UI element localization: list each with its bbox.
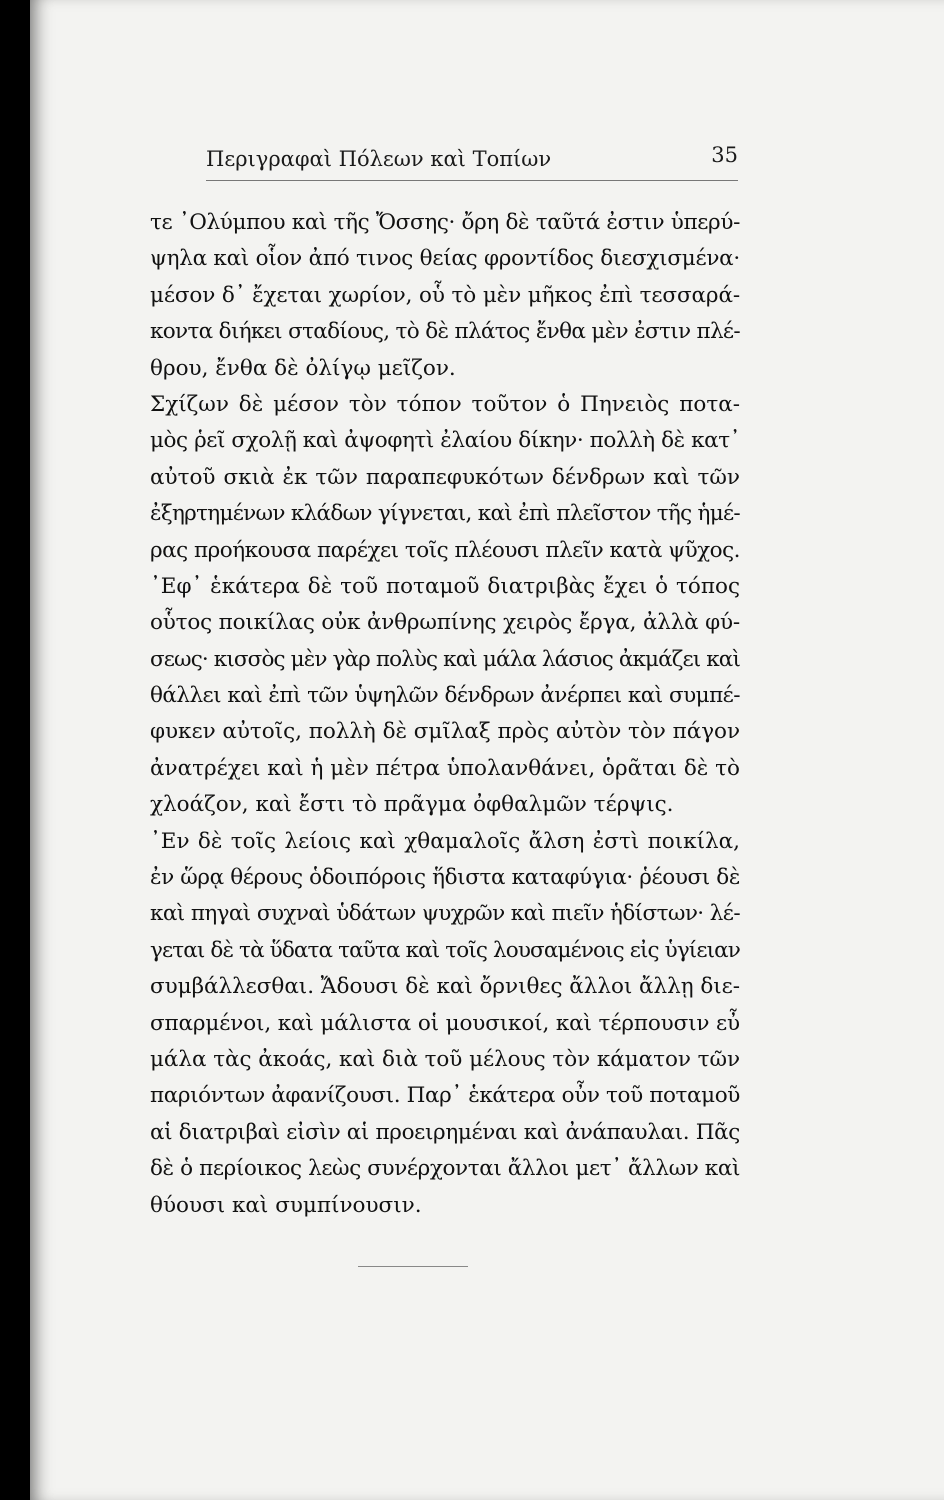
text-line: συμβάλλεσθαι. Ἄδουσι δὲ καὶ ὄρνιθες ἄλλοι ἄλλῃ διε- bbox=[150, 974, 740, 1000]
text-line: κοντα διήκει σταδίους, τὸ δὲ πλάτος ἔνθα μὲν ἐστιν πλέ- bbox=[150, 319, 740, 345]
text-line: δὲ ὁ περίοικος λεὼς συνέρχονται ἄλλοι μετ᾿ ἄλλων καὶ bbox=[150, 1156, 740, 1182]
header-rule bbox=[206, 180, 738, 181]
text-line: σπαρμένοι, καὶ μάλιστα οἱ μουσικοί, καὶ τέρπουσιν εὖ bbox=[150, 1010, 740, 1036]
text-line: ἐξηρτημένων κλάδων γίγνεται, καὶ ἐπὶ πλεῖστον τῆς ἡμέ- bbox=[150, 501, 740, 527]
text-line: αἱ διατριβαὶ εἰσὶν αἱ προειρημέναι καὶ ἀνάπαυλαι. Πᾶς bbox=[150, 1119, 740, 1145]
book-page bbox=[30, 0, 944, 1500]
text-line: θάλλει καὶ ἐπὶ τῶν ὑψηλῶν δένδρων ἀνέρπει καὶ συμπέ- bbox=[150, 683, 740, 709]
text-line: μέσον δ᾿ ἔχεται χωρίον, οὗ τὸ μὲν μῆκος ἐπὶ τεσσαρά- bbox=[150, 282, 740, 308]
text-line: ἀνατρέχει καὶ ἡ μὲν πέτρα ὑπολανθάνει, ὁρᾶται δὲ τὸ bbox=[150, 755, 740, 781]
text-line: καὶ πηγαὶ συχναὶ ὑδάτων ψυχρῶν καὶ πιεῖν ἡδίστων· λέ- bbox=[150, 901, 740, 927]
running-title: Περιγραφαὶ Πόλεων καὶ Τοπίων bbox=[206, 147, 552, 171]
text-line: παριόντων ἀφανίζουσι. Παρ᾿ ἑκάτερα οὖν τοῦ ποταμοῦ bbox=[150, 1083, 740, 1109]
text-line: αὐτοῦ σκιὰ ἐκ τῶν παραπεφυκότων δένδρων καὶ τῶν bbox=[150, 464, 740, 490]
text-line: μάλα τὰς ἀκοάς, καὶ διὰ τοῦ μέλους τὸν κάματον τῶν bbox=[150, 1046, 740, 1072]
text-line: τε ᾿Ολύμπου καὶ τῆς Ὄσσης· ὄρη δὲ ταῦτά ἐστιν ὑπερύ- bbox=[150, 210, 740, 235]
text-line: γεται δὲ τὰ ὕδατα ταῦτα καὶ τοῖς λουσαμένοις εἰς ὑγίειαν bbox=[150, 937, 740, 963]
text-line: Σχίζων δὲ μέσον τὸν τόπον τοῦτον ὁ Πηνειὸς ποτα- bbox=[150, 391, 740, 417]
closing-rule bbox=[358, 1266, 468, 1267]
text-line: ἐν ὥρᾳ θέρους ὁδοιπόροις ἥδιστα καταφύγια· ῥέουσι δὲ bbox=[150, 865, 740, 891]
text-line: σεως· κισσὸς μὲν γὰρ πολὺς καὶ μάλα λάσιος ἀκμάζει καὶ bbox=[150, 646, 740, 672]
running-head bbox=[206, 143, 738, 181]
text-line: οὗτος ποικίλας οὐκ ἀνθρωπίνης χειρὸς ἔργα, ἀλλὰ φύ- bbox=[150, 610, 740, 636]
text-line: θρου, ἔνθα δὲ ὀλίγῳ μεῖζον. bbox=[150, 355, 456, 381]
text-line: μὸς ῥεῖ σχολῇ καὶ ἀψοφητὶ ἐλαίου δίκην· πολλὴ δὲ κατ᾿ bbox=[150, 428, 740, 454]
text-line: φυκεν αὐτοῖς, πολλὴ δὲ σμῖλαξ πρὸς αὐτὸν τὸν πάγον bbox=[150, 719, 740, 745]
text-line: ρας προήκουσα παρέχει τοῖς πλέουσι πλεῖν κατὰ ψῦχος. bbox=[150, 537, 740, 563]
page-number: 35 bbox=[711, 143, 738, 167]
body-text bbox=[150, 205, 740, 1224]
text-line: χλοάζον, καὶ ἔστι τὸ πρᾶγμα ὀφθαλμῶν τέρψις. bbox=[150, 792, 674, 818]
text-line: ψηλα καὶ οἷον ἀπό τινος θείας φροντίδος διεσχισμένα· bbox=[150, 246, 740, 272]
text-line: ᾿Εν δὲ τοῖς λείοις καὶ χθαμαλοῖς ἄλση ἐστὶ ποικίλα, bbox=[150, 828, 740, 854]
text-line: θύουσι καὶ συμπίνουσιν. bbox=[150, 1192, 422, 1218]
text-line: ᾿Εφ᾿ ἑκάτερα δὲ τοῦ ποταμοῦ διατριβὰς ἔχει ὁ τόπος bbox=[150, 573, 740, 599]
